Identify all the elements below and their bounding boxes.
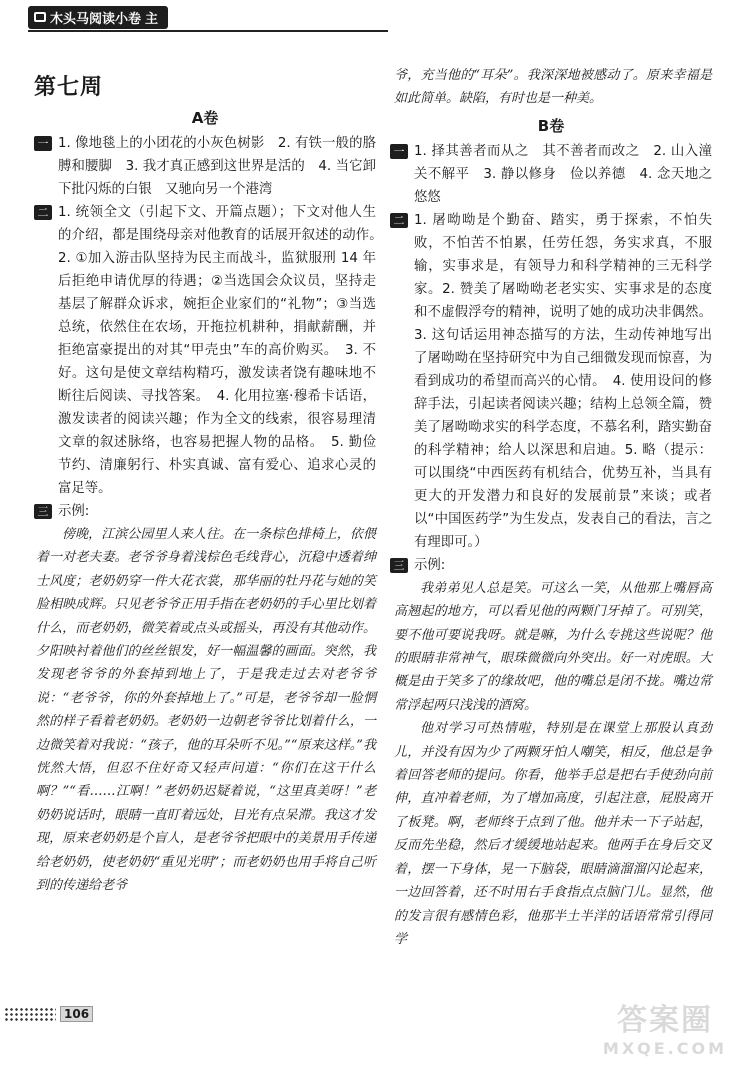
answer-text: 1. 像地毯上的小团花的小灰色树影 2. 有铁一般的胳膊和腰脚 3. 我才真正感到这世界是活的 4. 当它卸下批闪烁的白银 又驰向另一个港湾 (58, 136, 376, 197)
header-suffix: 主 (145, 11, 159, 27)
answer-text: 1. 屠呦呦是个勤奋、踏实，勇于探索，不怕失败，不怕苦不怕累，任劳任怨，务实求真，不服输，实事求是，有领导力和科学精神的三无科学家。2. 赞美了屠呦呦老老实实、实事求是的态度和不虚假浮夸的精神，说明了她的成功决非偶然。3. 这句话运用神态描写的方法，生动传神地写出了屠呦呦在坚持研究中为自己细微发现而惊喜，为看到成功的希望而高兴的心情。 4. 使用设问的修辞手法，引起读者阅读兴趣；结构上总领全篇，赞美了屠呦呦求实的科学态度，不慕名利，踏实勤奋的科学精神；给人以深思和启迪。5. 略（提示：可以围绕“中西医药有机结合，优势互补，当具有更大的开发潜力和良好的发展前景”来谈；或者以“中国医药学”为生发点，发表自己的看法，言之有理即可。） (414, 212, 712, 550)
page-footer (4, 1006, 93, 1022)
question-number-badge: 二 (390, 213, 408, 228)
dot-pattern (4, 1007, 56, 1021)
section-a-q1 (34, 132, 376, 201)
essay-paragraph: 我弟弟见人总是笑。可这么一笑，从他那上嘴唇高高翘起的地方，可以看见他的两颗门牙掉了。可别笑，要不他可要说我呀。就是嘛，为什么专挑这些说呢？他的眼睛非常神气，眼珠微微向外突出。好一对虎眼。大概是由于笑多了的缘故吧，他的嘴总是闭不拢。嘴边常常浮起两只浅浅的酒窝。 (394, 580, 712, 713)
section-b-q2 (390, 209, 712, 554)
watermark-main: 答案圈 (617, 1002, 713, 1038)
week-title: 第七周 (34, 75, 104, 100)
section-b-essay (390, 577, 712, 952)
answer-text: 1. 统领全文（引起下文、开篇点题）；下文对他人生的介绍，都是围绕母亲对他教育的话展开叙述的动作。 2. ①加入游击队坚持为民主而战斗，监狱服刑 14 年后拒绝申请优厚的待遇；②当选国会众议员，坚持走基层了解群众诉求，婉拒企业家们的“礼物”；③当选总统，依然住在农场，开拖拉机耕种，捐献薪酬，并拒绝富豪提出的对其“甲壳虫”车的高价购买。 3. 不好。这句是使文章结构精巧，激发读者饶有趣味地不断往后阅读、寻找答案。 4. 化用拉塞·穆希卡话语，激发读者的阅读兴趣；作为全文的线索，很容易理清文章的叙述脉络，也容易把握人物的品格。 5. 勤俭节约、清廉躬行、朴实真诚、富有爱心、追求心灵的富足等。 (58, 205, 390, 496)
section-a-essay (34, 523, 376, 898)
header-rule (28, 30, 388, 32)
section-b-title: B卷 (537, 116, 565, 135)
header-bar (28, 6, 168, 28)
page-number: 106 (60, 1006, 93, 1022)
question-number-badge: 一 (34, 136, 52, 151)
answer-text: 1. 择其善者而从之 其不善者而改之 2. 山入潼关不解平 3. 静以修身 俭以养德 4. 念天地之悠悠 (414, 143, 712, 205)
right-column (390, 64, 712, 951)
question-number-badge: 三 (34, 504, 52, 519)
example-label: 示例: (58, 504, 90, 519)
section-a-essay-continued: 爷，充当他的“耳朵”。我深深地被感动了。原来幸福是如此简单。缺陷，有时也是一种美。 (394, 68, 712, 107)
header-title: 木头马阅读小卷 (50, 11, 142, 27)
left-column (34, 70, 390, 898)
section-a-q3-head (34, 500, 376, 523)
section-a-q2 (34, 201, 390, 500)
header-title-pill (28, 6, 168, 29)
section-b-q3-head (390, 554, 712, 577)
example-label: 示例: (414, 557, 446, 573)
question-number-badge: 三 (390, 558, 408, 573)
question-number-badge: 二 (34, 205, 52, 220)
book-icon (34, 12, 46, 22)
watermark-logo (590, 996, 740, 1056)
essay-paragraph: 傍晚，江滨公园里人来人往。在一条棕色排椅上，依偎着一对老夫妻。老爷爷身着浅棕色毛线背心，沉稳中透着绅士风度；老奶奶穿一件大花衣裳，那华丽的牡丹花与她的笑脸相映成辉。只见老爷爷正用手指在老奶奶的手心里比划着什么，而老奶奶，微笑着或点头或摇头，再没有其他动作。夕阳映衬着他们的丝丝银发，好一幅温馨的画面。突然，我发现老爷爷的外套掉到地上了，于是我走过去对老爷爷说：“老爷爷，你的外套掉地上了。”可是，老爷爷却一脸惘然的样子看着老奶奶。老奶奶一边朝老爷爷比划着什么，一边微笑着对我说：“孩子，他的耳朵听不见。”“原来这样。”我恍然大悟，但忍不住好奇又轻声问道：“你们在这干什么啊？”“看……江啊！”老奶奶迟疑着说，“这里真美呀！”老奶奶说话时，眼睛一直盯着远处，目光有点呆滞。我这才发现，原来老奶奶是个盲人，是老爷爷把眼中的美景用手传递给老奶奶，使老奶奶“重见光明”；而老奶奶也用手将自己听到的传递给老爷 (36, 527, 376, 894)
section-b-q1 (390, 140, 712, 209)
section-a-title: A卷 (191, 109, 219, 127)
essay-paragraph: 他对学习可热情啦，特别是在课堂上那股认真劲儿，并没有因为少了两颗牙怕人嘲笑，相反，他总是争着回答老师的提问。你看，他举手总是把右手使劲向前伸，直冲着老师，为了增加高度，引起注意，屁股离开了板凳。啊，老师终于点到了他。他并未一下子站起，反而先坐稳，然后才缓缓地站起来。他两手在身后交叉着，摆一下身体，晃一下脑袋，眼睛滴溜溜闪论起来，一边回答着，还不时用右手食指点点脑门儿。显然，他的发言很有感情色彩，他那半土半洋的话语常常引得同学 (394, 721, 712, 947)
question-number-badge: 一 (390, 144, 408, 159)
watermark-sub: MXQE.COM (602, 1038, 728, 1058)
